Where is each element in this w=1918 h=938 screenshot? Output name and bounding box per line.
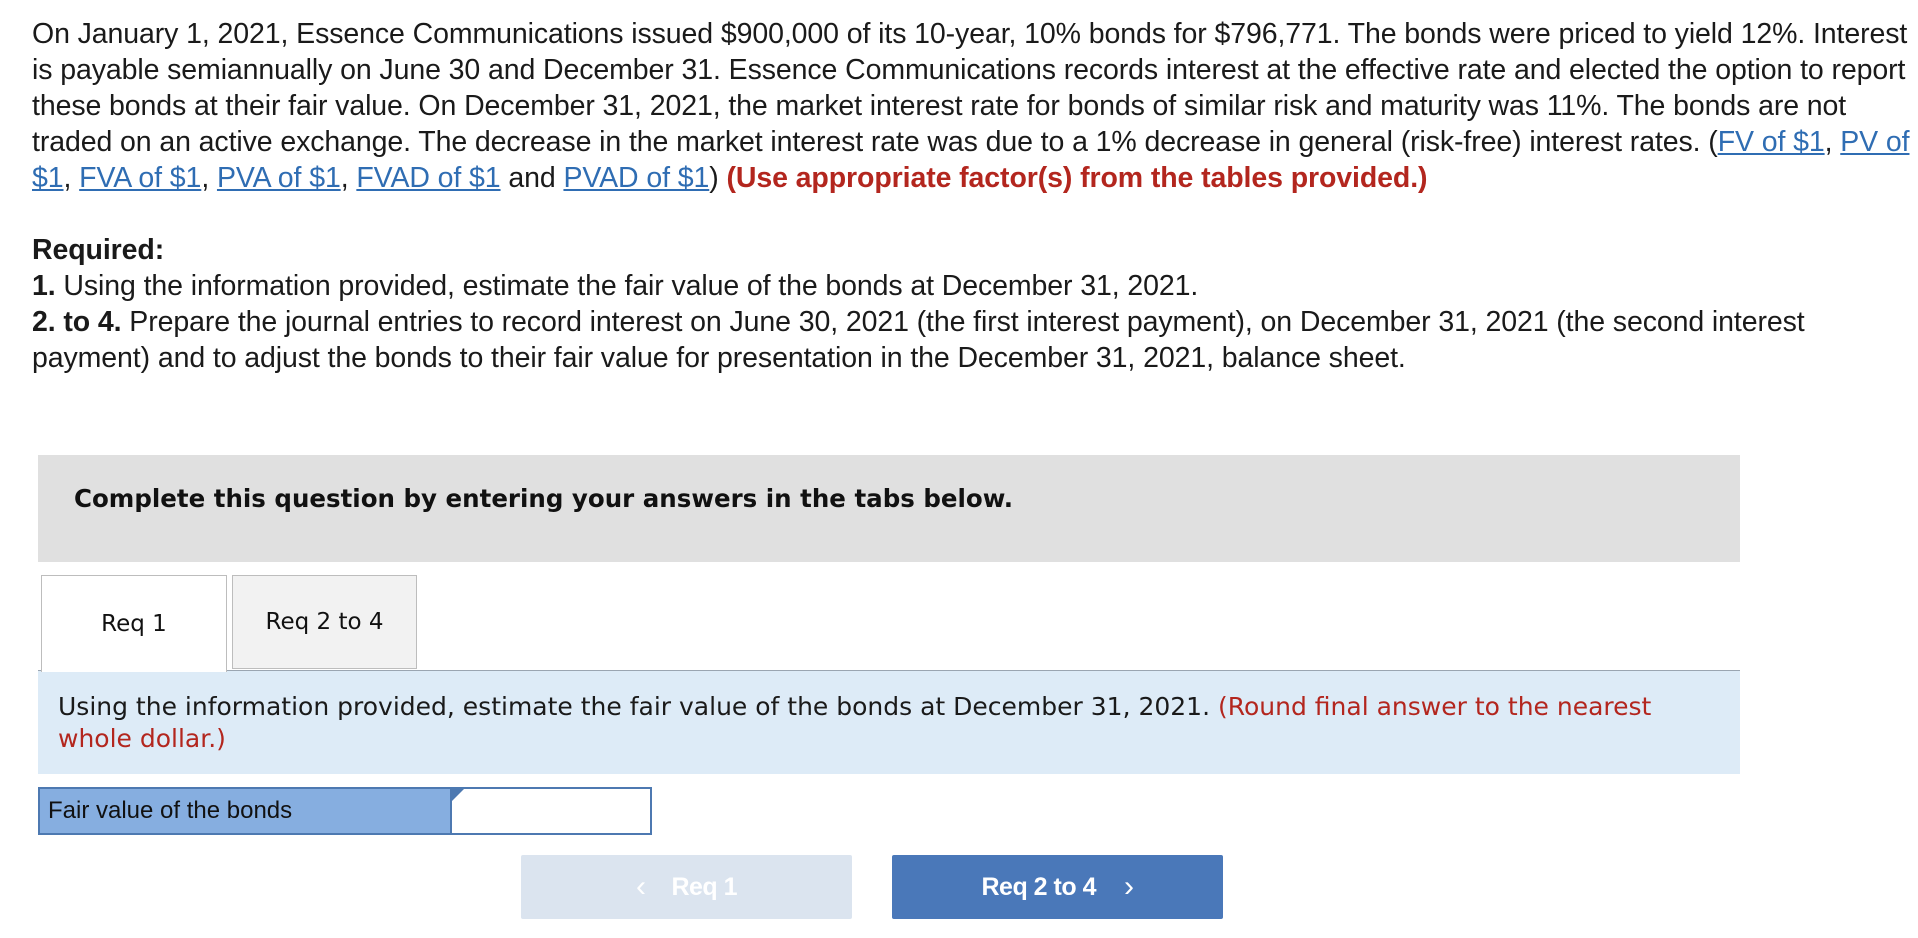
chevron-right-icon: › xyxy=(1123,870,1134,903)
tab-req-1[interactable]: Req 1 xyxy=(41,575,227,672)
prev-req-button[interactable] xyxy=(521,855,852,919)
separator: , xyxy=(340,162,357,194)
prev-req-label: Req 1 xyxy=(671,872,738,901)
problem-statement xyxy=(32,16,1912,376)
separator: , xyxy=(63,162,80,194)
question-note: (Round final answer to the nearest whole dollar.) xyxy=(58,692,1652,753)
fair-value-input[interactable] xyxy=(450,787,652,835)
problem-paragraph xyxy=(32,16,1912,196)
pva-of-1-link[interactable]: PVA of $1 xyxy=(216,162,341,194)
tab-req-2-to-4[interactable]: Req 2 to 4 xyxy=(232,575,417,669)
question-panel xyxy=(38,671,1740,774)
chevron-left-icon: ‹ xyxy=(635,870,646,903)
separator: , xyxy=(1824,126,1841,158)
question-text-block xyxy=(58,691,1658,755)
required-item-2-text: Prepare the journal entries to record interest on June 30, 2021 (the first interest payment), on December 31, 2021 (the second interest payment) and to adjust the bonds to their fair value for presentation in the December 31, 2021, balance sheet. xyxy=(32,306,1805,374)
required-section xyxy=(32,232,1912,376)
required-item-2-number: 2. to 4. xyxy=(32,306,122,338)
instruction-box xyxy=(38,455,1740,562)
fv-of-1-link[interactable]: FV of $1 xyxy=(1717,126,1825,158)
problem-intro: On January 1, 2021, Essence Communications issued $900,000 of its 10-year, 10% bonds for $796,771. The bonds were priced to yield 12%. Interest is payable semiannually on June 30 and December 31. Essence Communications records interest at the effective rate and elected the option to report these bonds at their fair value. On December 31, 2021, the market interest rate for bonds of similar risk and maturity was 11%. The bonds are not traded on an active exchange. The decrease in the market interest rate was due to a 1% decrease in general (risk-free) interest rates. ( xyxy=(32,18,1908,158)
fair-value-label: Fair value of the bonds xyxy=(38,787,450,835)
separator: ) xyxy=(709,162,727,194)
pv-of-1-link[interactable]: PV of $1 xyxy=(32,126,1910,194)
required-item-1-text: Using the information provided, estimate the fair value of the bonds at December 31, 2021. xyxy=(55,270,1199,302)
separator: , xyxy=(201,162,217,194)
required-title: Required: xyxy=(32,234,165,266)
fva-of-1-link[interactable]: FVA of $1 xyxy=(79,162,202,194)
next-req-label: Req 2 to 4 xyxy=(981,872,1096,901)
instruction-text: Complete this question by entering your answers in the tabs below. xyxy=(74,484,1014,513)
fvad-of-1-link[interactable]: FVAD of $1 xyxy=(356,162,501,194)
next-req-button[interactable] xyxy=(892,855,1223,919)
required-item-1-number: 1. xyxy=(32,270,56,302)
separator: and xyxy=(500,162,564,194)
answer-row xyxy=(38,787,652,835)
pvad-of-1-link[interactable]: PVAD of $1 xyxy=(563,162,710,194)
problem-instruction: (Use appropriate factor(s) from the tables provided.) xyxy=(726,162,1428,194)
question-text: Using the information provided, estimate the fair value of the bonds at December 31, 2021. xyxy=(58,692,1211,721)
